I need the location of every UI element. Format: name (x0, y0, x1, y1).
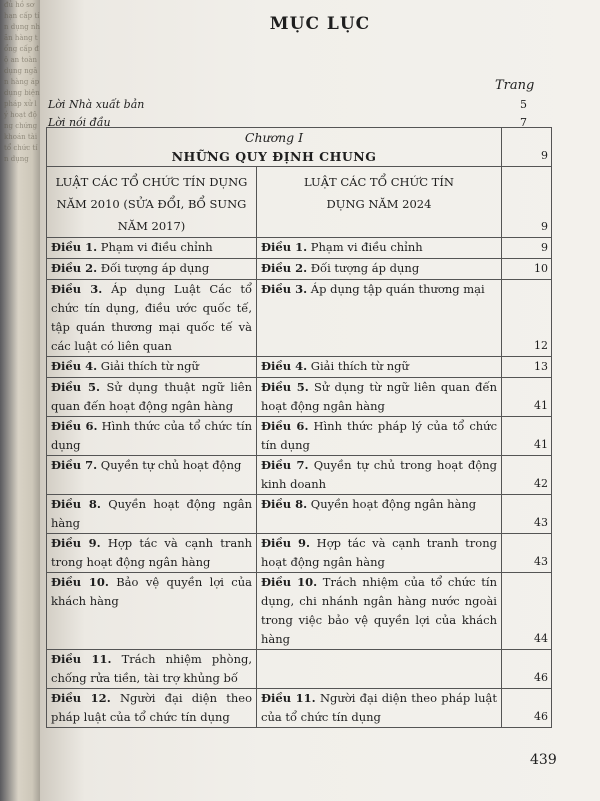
toc-table (46, 127, 552, 728)
row-page: 10 (502, 259, 552, 280)
table-row (47, 259, 552, 280)
right-article-title: Sử dụng từ ngữ liên quan đến hoạt động ngân hàng (261, 380, 498, 413)
right-article-label: Điều 10. (261, 575, 318, 589)
right-article-label: Điều 5. (261, 380, 309, 394)
left-article-label: Điều 12. (51, 691, 111, 705)
right-article-label: Điều 4. (261, 359, 308, 373)
right-article-title: Trách nhiệm của tổ chức tín dụng, chi nhánh ngân hàng nước ngoài trong việc bảo vệ quyền lợi của khách hàng (261, 575, 497, 646)
right-article-title: Giải thích từ ngữ (310, 359, 409, 373)
left-column-header: LUẬT CÁC TỔ CHỨC TÍN DỤNG NĂM 2010 (SỬA ĐỔI, BỔ SUNG NĂM 2017) (47, 167, 257, 238)
left-article-label: Điều 4. (51, 359, 98, 373)
left-article-title: Áp dụng Luật Các tổ chức tín dụng, điều ước quốc tế, tập quán thương mại quốc tế và các luật có liên quan (51, 282, 252, 353)
left-article-label: Điều 6. (51, 419, 98, 433)
left-article-title: Sử dụng thuật ngữ liên quan đến hoạt động ngân hàng (51, 380, 252, 413)
header-page: 9 (502, 167, 552, 238)
preface-entry (48, 98, 527, 111)
left-article-label: Điều 11. (51, 652, 112, 666)
table-row (47, 456, 552, 495)
row-page: 13 (502, 357, 552, 378)
page-title: MỤC LỤC (269, 14, 371, 34)
chapter-title: NHỮNG QUY ĐỊNH CHUNG (171, 149, 377, 164)
preface-label: Lời nói đầu (48, 116, 111, 129)
right-article-title: Người đại diện theo pháp luật của tổ chức tín dụng (261, 691, 498, 724)
spine-bleed-text: đủ hồ sơ hạn cấp tín dụng nhãn hàng tổng cấp độ an toàn dụng ngân hàng áp dụng biện pháp xử lý hoạt động chứng khoán tài tổ chức tín dụng (4, 1, 40, 163)
left-article-title: Phạm vi điều chỉnh (100, 240, 213, 254)
right-article-title: Áp dụng tập quán thương mại (310, 282, 485, 296)
row-page: 12 (502, 280, 552, 357)
preface-page: 5 (520, 98, 527, 111)
right-article-label: Điều 2. (261, 261, 308, 275)
left-article-title: Trách nhiệm phòng, chống rửa tiền, tài trợ khủng bố (51, 652, 253, 685)
left-article-label: Điều 8. (51, 497, 101, 511)
chapter-page: 9 (502, 128, 552, 167)
right-article-title: Phạm vi điều chỉnh (310, 240, 423, 254)
table-row (47, 378, 552, 417)
chapter-heading (47, 128, 502, 167)
table-row (47, 417, 552, 456)
left-article-label: Điều 9. (51, 536, 101, 550)
row-page: 44 (502, 573, 552, 650)
right-article-label: Điều 9. (261, 536, 311, 550)
right-article-label: Điều 3. (261, 282, 308, 296)
right-article-title: Hợp tác và cạnh tranh trong hoạt động ngân hàng (261, 536, 497, 569)
preface-page: 7 (520, 116, 527, 129)
row-page: 9 (502, 238, 552, 259)
row-page: 41 (502, 378, 552, 417)
row-page: 46 (502, 689, 552, 728)
left-article-label: Điều 7. (51, 458, 98, 472)
right-article-title: Quyền tự chủ trong hoạt động kinh doanh (261, 458, 498, 491)
right-article-label: Điều 1. (261, 240, 308, 254)
left-article-label: Điều 10. (51, 575, 109, 589)
left-article-title: Quyền hoạt động ngân hàng (51, 497, 253, 530)
left-article-title: Hợp tác và cạnh tranh trong hoạt động ngân hàng (51, 536, 253, 569)
page-column-label: Trang (495, 78, 535, 93)
table-row (47, 280, 552, 357)
column-header-row (47, 167, 552, 238)
table-row (47, 689, 552, 728)
book-page (40, 0, 600, 801)
left-article-label: Điều 5. (51, 380, 100, 394)
table-row (47, 573, 552, 650)
page-number: 439 (530, 752, 557, 768)
left-article-title: Người đại diện theo pháp luật của tổ chức tín dụng (51, 691, 253, 724)
left-article-label: Điều 2. (51, 261, 98, 275)
left-article-label: Điều 3. (51, 282, 103, 296)
preface-label: Lời Nhà xuất bản (48, 98, 145, 111)
row-page: 43 (502, 534, 552, 573)
right-article-label: Điều 11. (261, 691, 316, 705)
right-column-header: LUẬT CÁC TỔ CHỨC TÍN DỤNG NĂM 2024 (257, 167, 502, 238)
right-article-label: Điều 8. (261, 497, 308, 511)
table-row (47, 534, 552, 573)
row-page: 46 (502, 650, 552, 689)
right-article-title: Đối tượng áp dụng (310, 261, 420, 275)
left-article-title: Đối tượng áp dụng (100, 261, 210, 275)
chapter-row (47, 128, 552, 167)
table-row (47, 357, 552, 378)
table-row (47, 238, 552, 259)
row-page: 41 (502, 417, 552, 456)
left-article-title: Bảo vệ quyền lợi của khách hàng (51, 575, 253, 608)
table-row (47, 650, 552, 689)
left-article-title: Giải thích từ ngữ (100, 359, 199, 373)
row-page: 43 (502, 495, 552, 534)
left-article-title: Hình thức của tổ chức tín dụng (51, 419, 253, 452)
right-article-title: Hình thức pháp lý của tổ chức tín dụng (261, 419, 498, 452)
left-article-label: Điều 1. (51, 240, 98, 254)
chapter-number: Chương I (244, 130, 304, 145)
left-article-title: Quyền tự chủ hoạt động (100, 458, 242, 472)
right-article-label: Điều 6. (261, 419, 309, 433)
table-row (47, 495, 552, 534)
right-article-title: Quyền hoạt động ngân hàng (310, 497, 477, 511)
row-page: 42 (502, 456, 552, 495)
right-article-label: Điều 7. (261, 458, 309, 472)
